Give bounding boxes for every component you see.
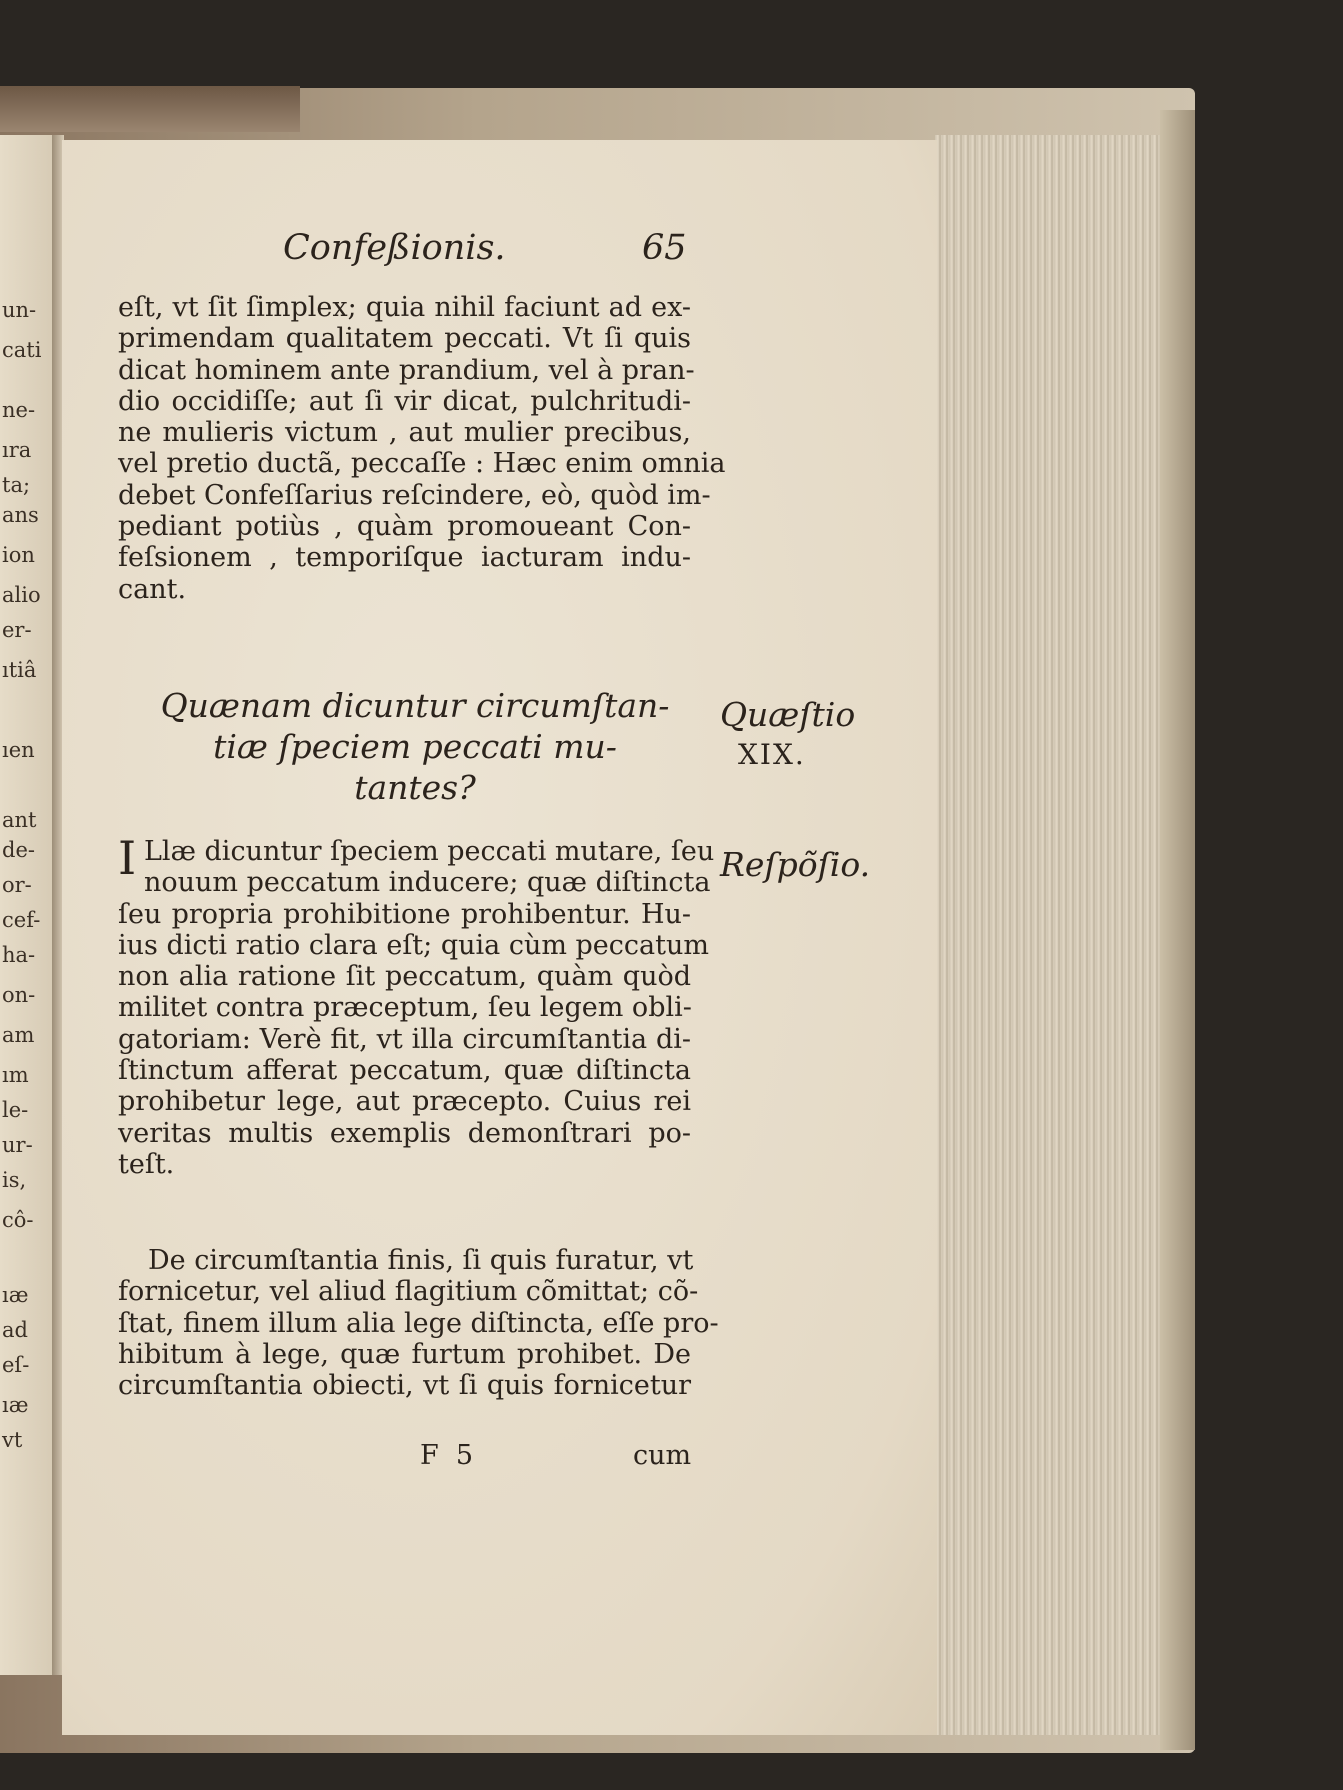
left-page-fragment: ta;	[2, 473, 31, 497]
heading-line: tiæ ſpeciem peccati mu-	[213, 727, 617, 766]
left-page-fragment: ans	[2, 503, 39, 527]
margin-answer: Reſpõſio.	[720, 845, 871, 884]
text-line: ſtinctum afferat peccatum, quæ diſtincta	[118, 1055, 691, 1087]
left-page-fragment: un-	[2, 298, 37, 322]
question-number: XIX.	[738, 738, 806, 771]
heading-line: Quænam dicuntur circumſtan-	[160, 686, 670, 725]
left-page-fragment: ant	[2, 808, 37, 832]
left-page-edge	[0, 135, 56, 1675]
left-page-fragment: on-	[2, 983, 36, 1007]
text-line: ſeu propria prohibitione prohibentur. Hu-	[118, 898, 691, 930]
text-line: pediant potiùs , quàm promoueant Con-	[118, 511, 691, 543]
left-page-fragment: ıtiâ	[2, 658, 37, 682]
text-line: primendam qualitatem peccati. Vt ſi quis	[118, 323, 691, 355]
left-page-fragment: ıen	[2, 738, 35, 762]
text-line: ne mulieris victum , aut mulier precibus,	[118, 417, 691, 449]
text-line: eſt, vt ſit ſimplex; quia nihil faciunt ad ex-	[118, 292, 691, 323]
left-page-fragment: ıra	[2, 438, 32, 462]
left-page-fragment: ur-	[2, 1133, 33, 1157]
left-page-fragment: ıæ	[2, 1393, 29, 1417]
text-line: gatoriam: Verè fit, vt illa circumſtantia di-	[118, 1023, 691, 1055]
left-page-fragment: ıæ	[2, 1283, 29, 1307]
heading-line: tantes?	[354, 768, 476, 807]
drop-cap: I	[118, 831, 137, 885]
question-heading	[135, 685, 695, 808]
question-label: Quæſtio	[720, 695, 856, 734]
text-line: militet contra præceptum, ſeu legem obli-	[118, 992, 692, 1024]
left-page-fragment: cef-	[2, 908, 41, 932]
paragraph-3	[118, 1245, 719, 1402]
left-page-fragment: or-	[2, 873, 32, 897]
text-line: circumſtantia obiecti, vt ſi quis fornicetur	[118, 1370, 691, 1402]
text-line: ſtat, finem illum alia lege diſtincta, eſſe pro-	[118, 1307, 719, 1339]
text-line: feſsionem , temporiſque iacturam indu-	[118, 542, 691, 574]
running-title: Confeßionis.	[283, 228, 506, 268]
signature-mark: F 5	[420, 1440, 474, 1471]
text-line: teſt.	[118, 1148, 175, 1180]
catchword: cum	[633, 1440, 692, 1471]
left-page-fragment: de-	[2, 838, 35, 862]
paragraph-1	[118, 292, 726, 605]
text-line: fornicetur, vel aliud flagitium cõmittat; cõ-	[118, 1276, 699, 1308]
text-line: dio occidiſſe; aut ſi vir dicat, pulchritudi-	[118, 385, 691, 417]
left-page-fragment: alio	[2, 583, 41, 607]
left-page-fragment: ion	[2, 543, 35, 567]
text-line: De circumſtantia finis, ſi quis furatur, vt	[148, 1245, 694, 1276]
answer-paragraph	[118, 831, 715, 1180]
left-page-fragment: eſ-	[2, 1353, 30, 1377]
left-page-fragment: cati	[2, 338, 42, 362]
text-line: vel pretio ductã, peccaſſe : Hæc enim omnia	[118, 448, 726, 480]
cover-edge	[1160, 110, 1195, 1750]
left-page-fragment: is,	[2, 1168, 27, 1192]
text-line: veritas multis exemplis demonſtrari po-	[118, 1117, 691, 1149]
page-number: 65	[642, 228, 687, 268]
left-page-fragment: le-	[2, 1098, 29, 1122]
left-page-fragment: ha-	[2, 943, 36, 967]
left-page-fragment: ım	[2, 1063, 29, 1087]
text-line: non alia ratione ſit peccatum, quàm quòd	[118, 961, 691, 993]
text-line: cant.	[118, 573, 187, 605]
text-line: ius dicti ratio clara eſt; quia cùm peccatum	[118, 929, 709, 961]
text-line: dicat hominem ante prandium, vel à pran-	[118, 354, 695, 386]
text-line: debet Confeſſarius reſcindere, eò, quòd im-	[118, 479, 711, 511]
page-edges	[935, 135, 1160, 1735]
text-line: prohibetur lege, aut præcepto. Cuius rei	[118, 1086, 691, 1118]
left-page-fragment: vt	[2, 1428, 23, 1452]
text-line: Llæ dicuntur ſpeciem peccati mutare, ſeu	[144, 836, 715, 867]
margin-question	[720, 695, 855, 775]
left-page-fragment: cô-	[2, 1208, 34, 1232]
book-spine-top	[0, 86, 300, 132]
text-line: hibitum à lege, quæ furtum prohibet. De	[118, 1338, 691, 1370]
text-line: nouum peccatum inducere; quæ diſtincta	[144, 867, 711, 899]
left-page-fragment: ad	[2, 1318, 28, 1342]
left-page-fragment: er-	[2, 618, 32, 642]
left-page-fragment: ne-	[2, 398, 36, 422]
left-page-fragment: am	[2, 1023, 35, 1047]
